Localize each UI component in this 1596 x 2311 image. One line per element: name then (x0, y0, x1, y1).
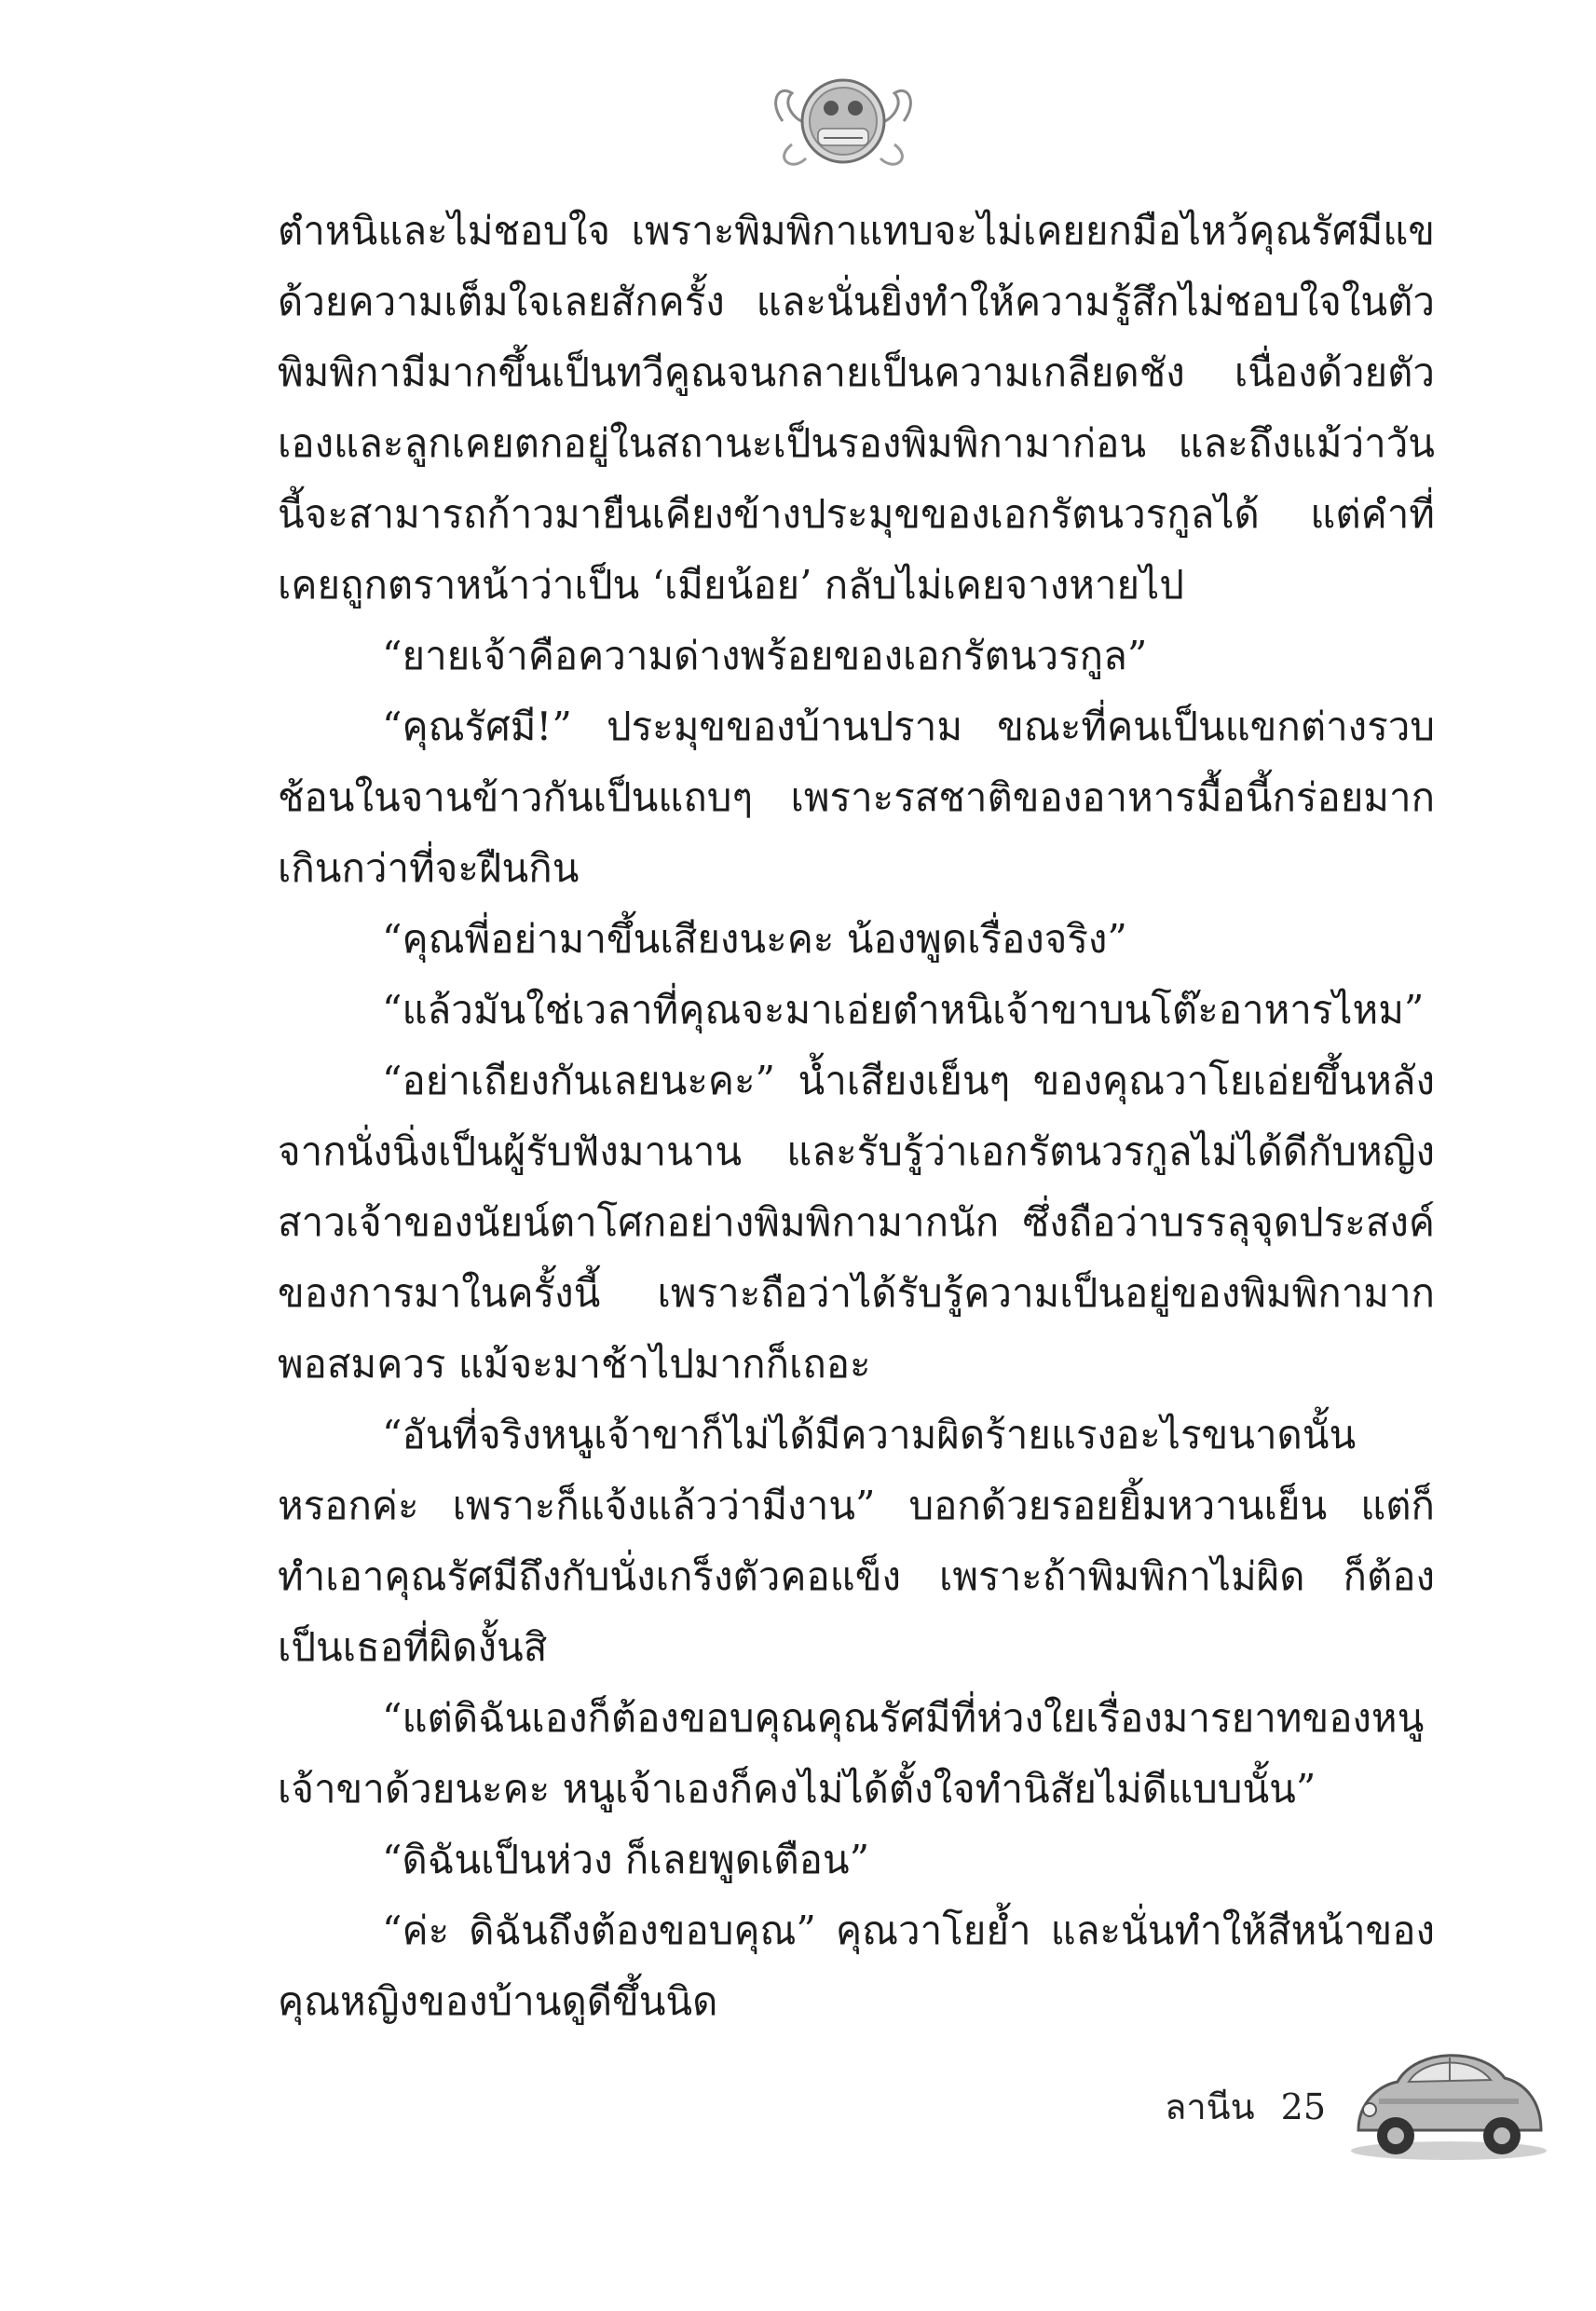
page-number: 25 (1280, 2086, 1326, 2127)
ornamental-crest-icon (764, 56, 922, 186)
paragraph-3: “คุณรัศมี!” ประมุขของบ้านปราม ขณะที่คนเป็นแขกต่างรวบช้อนในจานข้าวกันเป็นแถบๆ เพราะรสชาติของอาหารมื้อนี้กร่อยมากเกินกว่าที่จะฝืนกิน (278, 704, 1435, 891)
paragraph-1: ตำหนิและไม่ชอบใจ เพราะพิมพิกาแทบจะไม่เคยยกมือไหว้คุณรัศมีแข ด้วยความเต็มใจเลยสักครั้ง และนั่นยิ่งทำให้ความรู้สึกไม่ชอบใจในตัวพิมพิกามีมากขึ้นเป็นทวีคูณจนกลายเป็นความเกลียดชัง เนื่องด้วยตัวเองและลูกเคยตกอยู่ในสถานะเป็นรองพิมพิกามาก่อน และถึงแม้ว่าวันนี้จะสามารถก้าวมายืนเคียงข้างประมุขของเอกรัตนวรกูลได้ แต่คำที่เคยถูกตราหน้าว่าเป็น ‘เมียน้อย’ กลับไม่เคยจางหายไป (278, 208, 1435, 608)
page-footer (1165, 2078, 1326, 2135)
paragraph-5: “แล้วมันใช่เวลาที่คุณจะมาเอ่ยตำหนิเจ้าขาบนโต๊ะอาหารไหม” (382, 987, 1425, 1032)
author-name: ลานีน (1165, 2086, 1255, 2127)
paragraph-2: “ยายเจ้าคือความด่างพร้อยของเอกรัตนวรกูล” (382, 633, 1148, 678)
paragraph-4: “คุณพี่อย่ามาขึ้นเสียงนะคะ น้องพูดเรื่องจริง” (382, 916, 1127, 962)
body-text (278, 196, 1435, 2037)
paragraph-10: “ค่ะ ดิฉันถึงต้องขอบคุณ” คุณวาโยย้ำ และนั่นทำให้สีหน้าของคุณหญิงของบ้านดูดีขึ้นนิด (278, 1908, 1435, 2024)
beetle-car-icon (1342, 2020, 1556, 2169)
paragraph-7: “อันที่จริงหนูเจ้าขาก็ไม่ได้มีความผิดร้ายแรงอะไรขนาดนั้นหรอกค่ะ เพราะก็แจ้งแล้วว่ามีงาน” บอกด้วยรอยยิ้มหวานเย็น แต่ก็ทำเอาคุณรัศมีถึงกับนั่งเกร็งตัวคอแข็ง เพราะถ้าพิมพิกาไม่ผิด ก็ต้องเป็นเธอที่ผิดงั้นสิ (278, 1412, 1435, 1670)
paragraph-6: “อย่าเถียงกันเลยนะคะ” น้ำเสียงเย็นๆ ของคุณวาโยเอ่ยขึ้นหลังจากนั่งนิ่งเป็นผู้รับฟังมานาน และรับรู้ว่าเอกรัตนวรกูลไม่ได้ดีกับหญิงสาวเจ้าของนัยน์ตาโศกอย่างพิมพิกามากนัก ซึ่งถือว่าบรรลุจุดประสงค์ของการมาในครั้งนี้ เพราะถือว่าได้รับรู้ความเป็นอยู่ของพิมพิกามากพอสมควร แม้จะมาช้าไปมากก็เถอะ (278, 1058, 1435, 1387)
paragraph-9: “ดิฉันเป็นห่วง ก็เลยพูดเตือน” (382, 1837, 870, 1882)
paragraph-8: “แต่ดิฉันเองก็ต้องขอบคุณคุณรัศมีที่ห่วงใยเรื่องมารยาทของหนูเจ้าขาด้วยนะคะ หนูเจ้าเองก็คงไม่ได้ตั้งใจทำนิสัยไม่ดีแบบนั้น” (278, 1695, 1425, 1812)
